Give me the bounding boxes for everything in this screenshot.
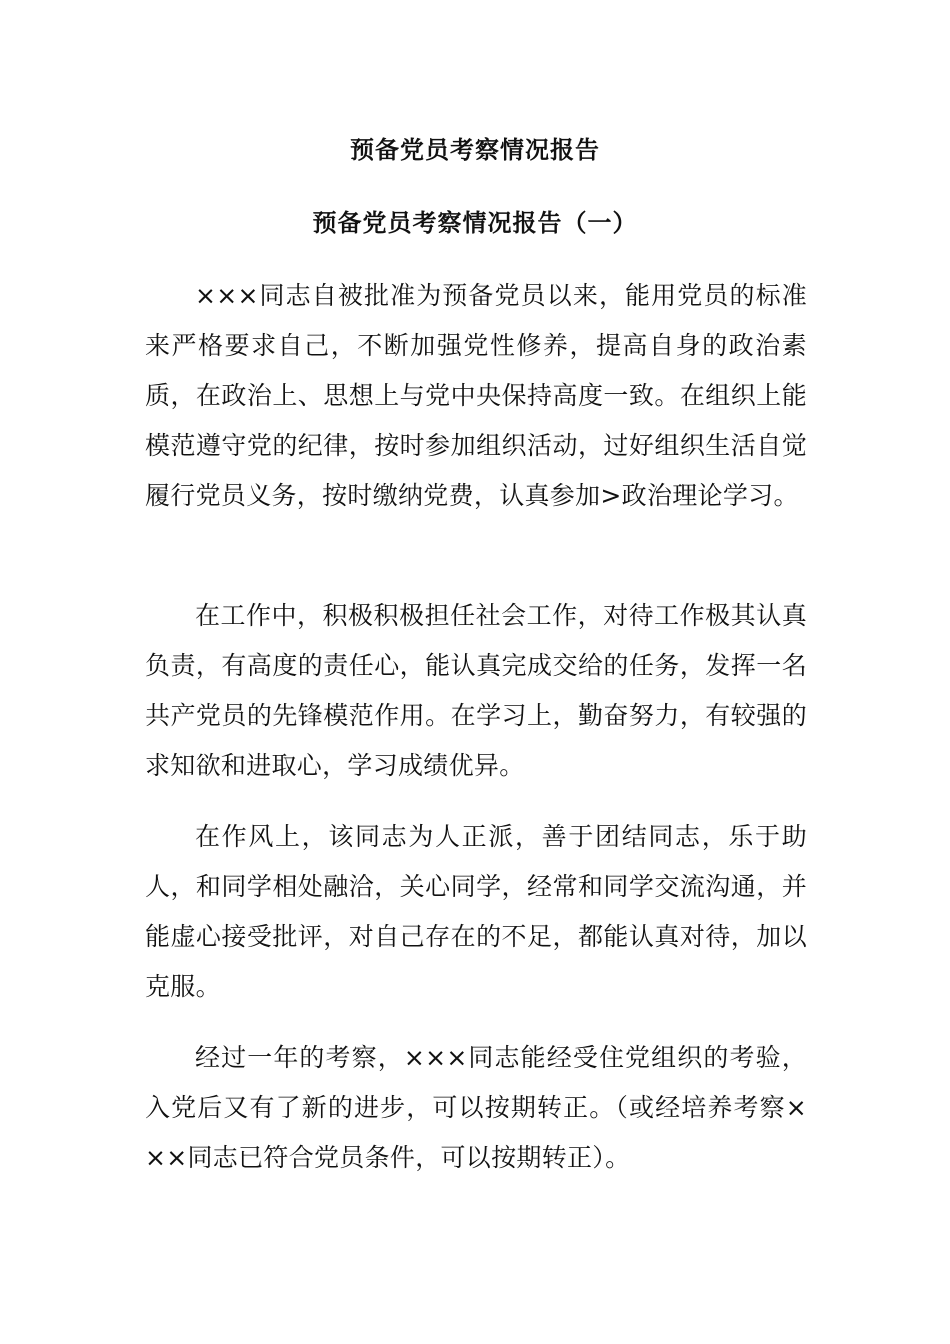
document-subtitle: 预备党员考察情况报告（一） <box>312 209 638 237</box>
paragraph-2: 在工作中，积极积极担任社会工作，对待工作极其认真负责，有高度的责任心，能认真完成交给的任务，发挥一名共产党员的先锋模范作用。在学习上，勤奋努力，有较强的求知欲和进取心，学习成绩优异。 <box>145 601 807 780</box>
paragraph-4: 经过一年的考察，×××同志能经受住党组织的考验，入党后又有了新的进步，可以按期转正。（或经培养考察×××同志已符合党员条件，可以按期转正）。 <box>145 1043 807 1172</box>
paragraph-3: 在作风上，该同志为人正派，善于团结同志，乐于助人，和同学相处融洽，关心同学，经常和同学交流沟通，并能虚心接受批评，对自己存在的不足，都能认真对待，加以克服。 <box>145 822 807 1001</box>
document-title: 预备党员考察情况报告 <box>350 136 600 164</box>
paragraph-1: ×××同志自被批准为预备党员以来，能用党员的标准来严格要求自己，不断加强党性修养，提高自身的政治素质，在政治上、思想上与党中央保持高度一致。在组织上能模范遵守党的纪律，按时参加组织活动，过好组织生活自觉履行党员义务，按时缴纳党费，认真参加>政治理论学习。 <box>145 281 807 510</box>
